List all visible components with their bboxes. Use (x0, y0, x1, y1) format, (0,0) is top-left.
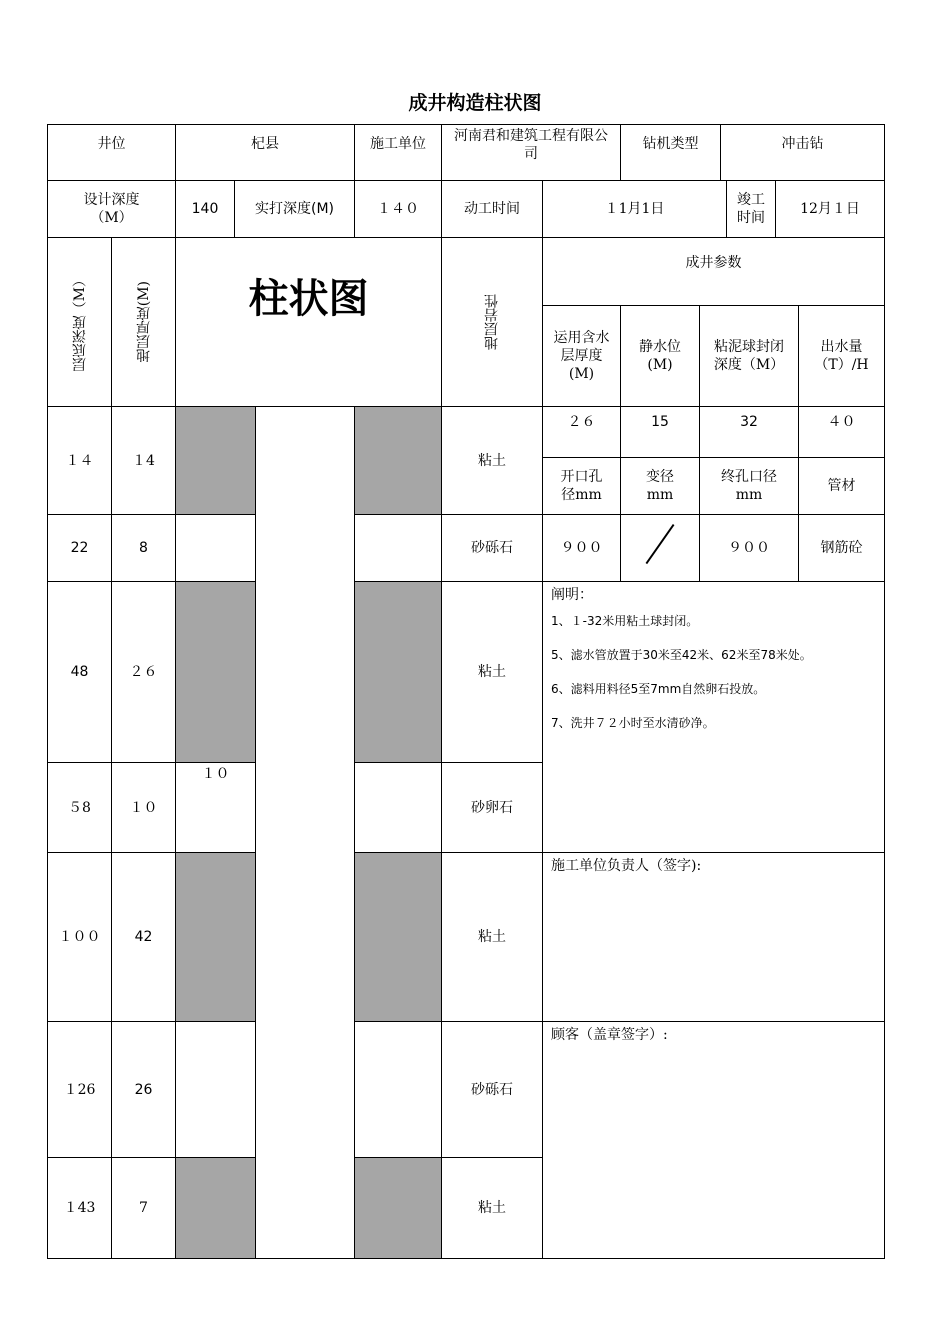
yield-header: 出水量（T）/H (798, 305, 885, 407)
yield-value: ４０ (798, 406, 885, 458)
stratum-lithology: 粘土 (441, 581, 543, 763)
stratum-thickness: 7 (111, 1157, 176, 1259)
bottom-depth-header: 层底深度（M） (47, 237, 112, 407)
not-applicable-slash-icon (621, 514, 699, 582)
gravel-pack-left (175, 1157, 256, 1259)
stratum-thickness: ２６ (111, 581, 176, 763)
gravel-pack-right (354, 1021, 442, 1158)
stratum-lithology: 砂卵石 (441, 762, 543, 853)
pipe-material-value: 钢筋砼 (798, 514, 885, 582)
stratum-depth: １43 (47, 1157, 112, 1259)
column-chart-header: 柱状图 (175, 237, 442, 407)
stratum-lithology: 粘土 (441, 1157, 543, 1259)
notes-heading: 阐明： (551, 587, 593, 603)
gravel-pack-left (175, 514, 256, 582)
note-line: 6、滤料用料径5至7mm自然卵石投放。 (551, 682, 766, 696)
gravel-pack-left (175, 406, 256, 515)
start-date-label: 动工时间 (441, 180, 543, 238)
stratum-thickness: １０ (111, 762, 176, 853)
contractor-signature-field: 施工单位负责人（签字): (542, 852, 885, 1022)
rig-label: 钻机类型 (620, 124, 721, 181)
gravel-pack-right (354, 852, 442, 1022)
gravel-pack-right (354, 581, 442, 763)
note-line: 7、洗井７２小时至水清砂净。 (551, 716, 715, 730)
stratum-depth: １26 (47, 1021, 112, 1158)
stratum-thickness: 42 (111, 852, 176, 1022)
design-depth-label: 设计深度（M） (47, 180, 176, 238)
thickness-header: 地层厚度(M) (111, 237, 176, 407)
notes-box (542, 581, 885, 854)
pipe-material-header: 管材 (798, 457, 885, 515)
stratum-lithology: 粘土 (441, 406, 543, 515)
unit-value: 河南君和建筑工程有限公司 (441, 124, 621, 181)
gravel-pack-right (354, 1157, 442, 1259)
aquifer-value: ２６ (542, 406, 621, 458)
stratum-depth: ５8 (47, 762, 112, 853)
actual-depth-label: 实打深度(M) (234, 180, 355, 238)
note-line: 1、１-32米用粘土球封闭。 (551, 614, 699, 628)
opening-diameter-header: 开口孔径mm (542, 457, 621, 515)
final-diameter-header: 终孔口径mm (699, 457, 799, 515)
seal-depth-header: 粘泥球封闭深度（M） (699, 305, 799, 407)
stratum-lithology: 砂砾石 (441, 514, 543, 582)
gravel-pack-left (175, 1021, 256, 1158)
opening-diameter-value: ９００ (542, 514, 621, 582)
stratum-lithology: 砂砾石 (441, 1021, 543, 1158)
params-header: 成井参数 (542, 237, 885, 306)
gravel-pack-right (354, 406, 442, 515)
end-date-value: 12月１日 (775, 180, 885, 238)
stratum-depth: 22 (47, 514, 112, 582)
stratum-thickness: １4 (111, 406, 176, 515)
stratum-thickness: 26 (111, 1021, 176, 1158)
reducing-diameter-value (620, 514, 700, 582)
well-label: 井位 (47, 124, 176, 181)
reducing-diameter-header: 变径mm (620, 457, 700, 515)
well-value: 杞县 (175, 124, 355, 181)
gravel-pack-left (175, 581, 256, 763)
gravel-pack-right (354, 514, 442, 582)
stratum-depth: １４ (47, 406, 112, 515)
design-depth-value: 140 (175, 180, 235, 238)
end-date-label: 竣工时间 (726, 180, 776, 238)
lithology-header: 地层岩性 (441, 237, 543, 407)
static-level-value: 15 (620, 406, 700, 458)
unit-label: 施工单位 (354, 124, 442, 181)
start-date-value: １1月1日 (542, 180, 727, 238)
gravel-pack-right (354, 762, 442, 853)
client-signature-field: 顾客（盖章签字）: (542, 1021, 885, 1259)
aquifer-header: 运用含水层厚度(M) (542, 305, 621, 407)
actual-depth-value: １４０ (354, 180, 442, 238)
gravel-pack-left (175, 852, 256, 1022)
stratum-lithology: 粘土 (441, 852, 543, 1022)
rig-value: 冲击钻 (720, 124, 885, 181)
static-level-header: 静水位(M) (620, 305, 700, 407)
final-diameter-value: ９００ (699, 514, 799, 582)
stratum-depth: 48 (47, 581, 112, 763)
filter-length-label: １０ (201, 766, 230, 782)
note-line: 5、滤水管放置于30米至42米、62米至78米处。 (551, 648, 812, 662)
stratum-depth: １００ (47, 852, 112, 1022)
well-bore (255, 406, 355, 1259)
stratum-thickness: 8 (111, 514, 176, 582)
seal-depth-value: 32 (699, 406, 799, 458)
document-title: 成井构造柱状图 (408, 92, 542, 114)
